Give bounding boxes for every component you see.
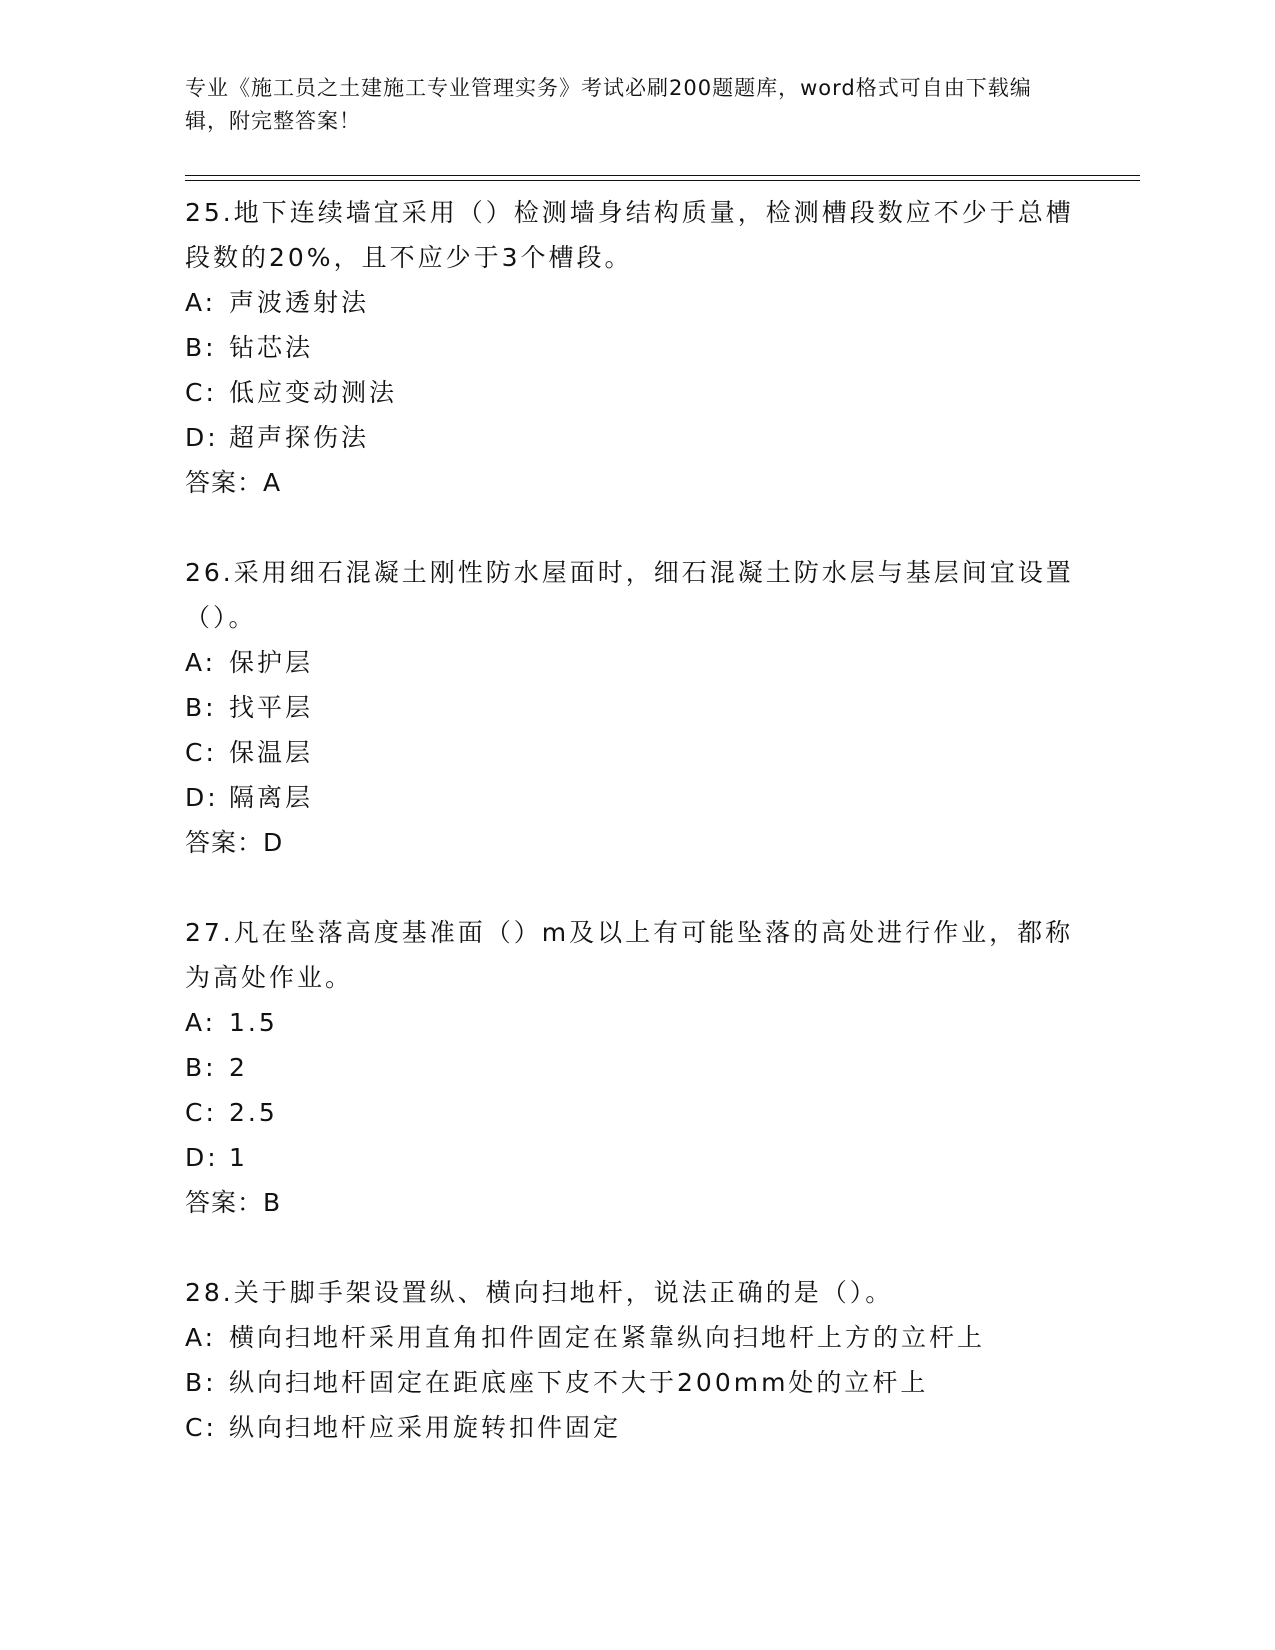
option-letter: D:	[185, 423, 219, 452]
header-divider-bottom	[185, 180, 1140, 181]
option-text: 纵向扫地杆应采用旋转扣件固定	[229, 1413, 622, 1442]
option-letter: A:	[185, 288, 217, 317]
option-letter: A:	[185, 648, 217, 677]
question-25	[185, 190, 1085, 550]
option-letter: A:	[185, 1323, 217, 1352]
option-letter: B:	[185, 333, 217, 362]
question-stem: 26.采用细石混凝土刚性防水屋面时，细石混凝土防水层与基层间宜设置（）。	[185, 558, 1074, 632]
spacer	[185, 505, 1085, 550]
option-letter: B:	[185, 1053, 217, 1082]
question-27	[185, 910, 1085, 1270]
option-text: 钻芯法	[229, 333, 314, 362]
question-list	[185, 190, 1085, 1450]
header-divider-top	[185, 175, 1140, 176]
option-text: 低应变动测法	[229, 378, 398, 407]
option-a	[185, 1000, 1085, 1045]
answer-line: 答案：B	[185, 1188, 282, 1217]
question-stem: 27.凡在坠落高度基准面（）m及以上有可能坠落的高处进行作业，都称为高处作业。	[185, 918, 1074, 992]
option-a	[185, 1315, 1085, 1360]
option-text: 超声探伤法	[229, 423, 370, 452]
option-letter: B:	[185, 1368, 217, 1397]
option-text: 1.5	[229, 1008, 278, 1037]
option-d	[185, 415, 1085, 460]
option-text: 1	[229, 1143, 248, 1172]
spacer	[185, 865, 1085, 910]
answer-line: 答案：A	[185, 468, 282, 497]
document-intro: 专业《施工员之土建施工专业管理实务》考试必刷200题题库，word格式可自由下载编辑，附完整答案！	[185, 76, 1032, 133]
answer-line: 答案：D	[185, 828, 284, 857]
option-letter: A:	[185, 1008, 217, 1037]
option-c	[185, 1405, 1085, 1450]
question-stem: 28.关于脚手架设置纵、横向扫地杆，说法正确的是（）。	[185, 1278, 894, 1307]
option-letter: C:	[185, 378, 217, 407]
option-b	[185, 325, 1085, 370]
option-d	[185, 1135, 1085, 1180]
question-26	[185, 550, 1085, 910]
option-text: 找平层	[229, 693, 314, 722]
option-b	[185, 1360, 1085, 1405]
option-a	[185, 280, 1085, 325]
option-text: 隔离层	[229, 783, 314, 812]
option-a	[185, 640, 1085, 685]
option-letter: B:	[185, 693, 217, 722]
option-c	[185, 730, 1085, 775]
question-stem: 25.地下连续墙宜采用（）检测墙身结构质量，检测槽段数应不少于总槽段数的20%，且不应少于3个槽段。	[185, 198, 1074, 272]
option-text: 声波透射法	[229, 288, 370, 317]
option-letter: C:	[185, 1413, 217, 1442]
option-b	[185, 685, 1085, 730]
option-text: 2.5	[229, 1098, 278, 1127]
option-text: 2	[229, 1053, 248, 1082]
option-text: 横向扫地杆采用直角扣件固定在紧靠纵向扫地杆上方的立杆上	[229, 1323, 986, 1352]
option-letter: C:	[185, 738, 217, 767]
option-text: 保温层	[229, 738, 314, 767]
question-28	[185, 1270, 1085, 1450]
option-letter: D:	[185, 783, 219, 812]
option-c	[185, 370, 1085, 415]
option-text: 纵向扫地杆固定在距底座下皮不大于200mm处的立杆上	[229, 1368, 929, 1397]
option-letter: C:	[185, 1098, 217, 1127]
option-c	[185, 1090, 1085, 1135]
option-letter: D:	[185, 1143, 219, 1172]
option-d	[185, 775, 1085, 820]
option-b	[185, 1045, 1085, 1090]
option-text: 保护层	[229, 648, 314, 677]
spacer	[185, 1225, 1085, 1270]
